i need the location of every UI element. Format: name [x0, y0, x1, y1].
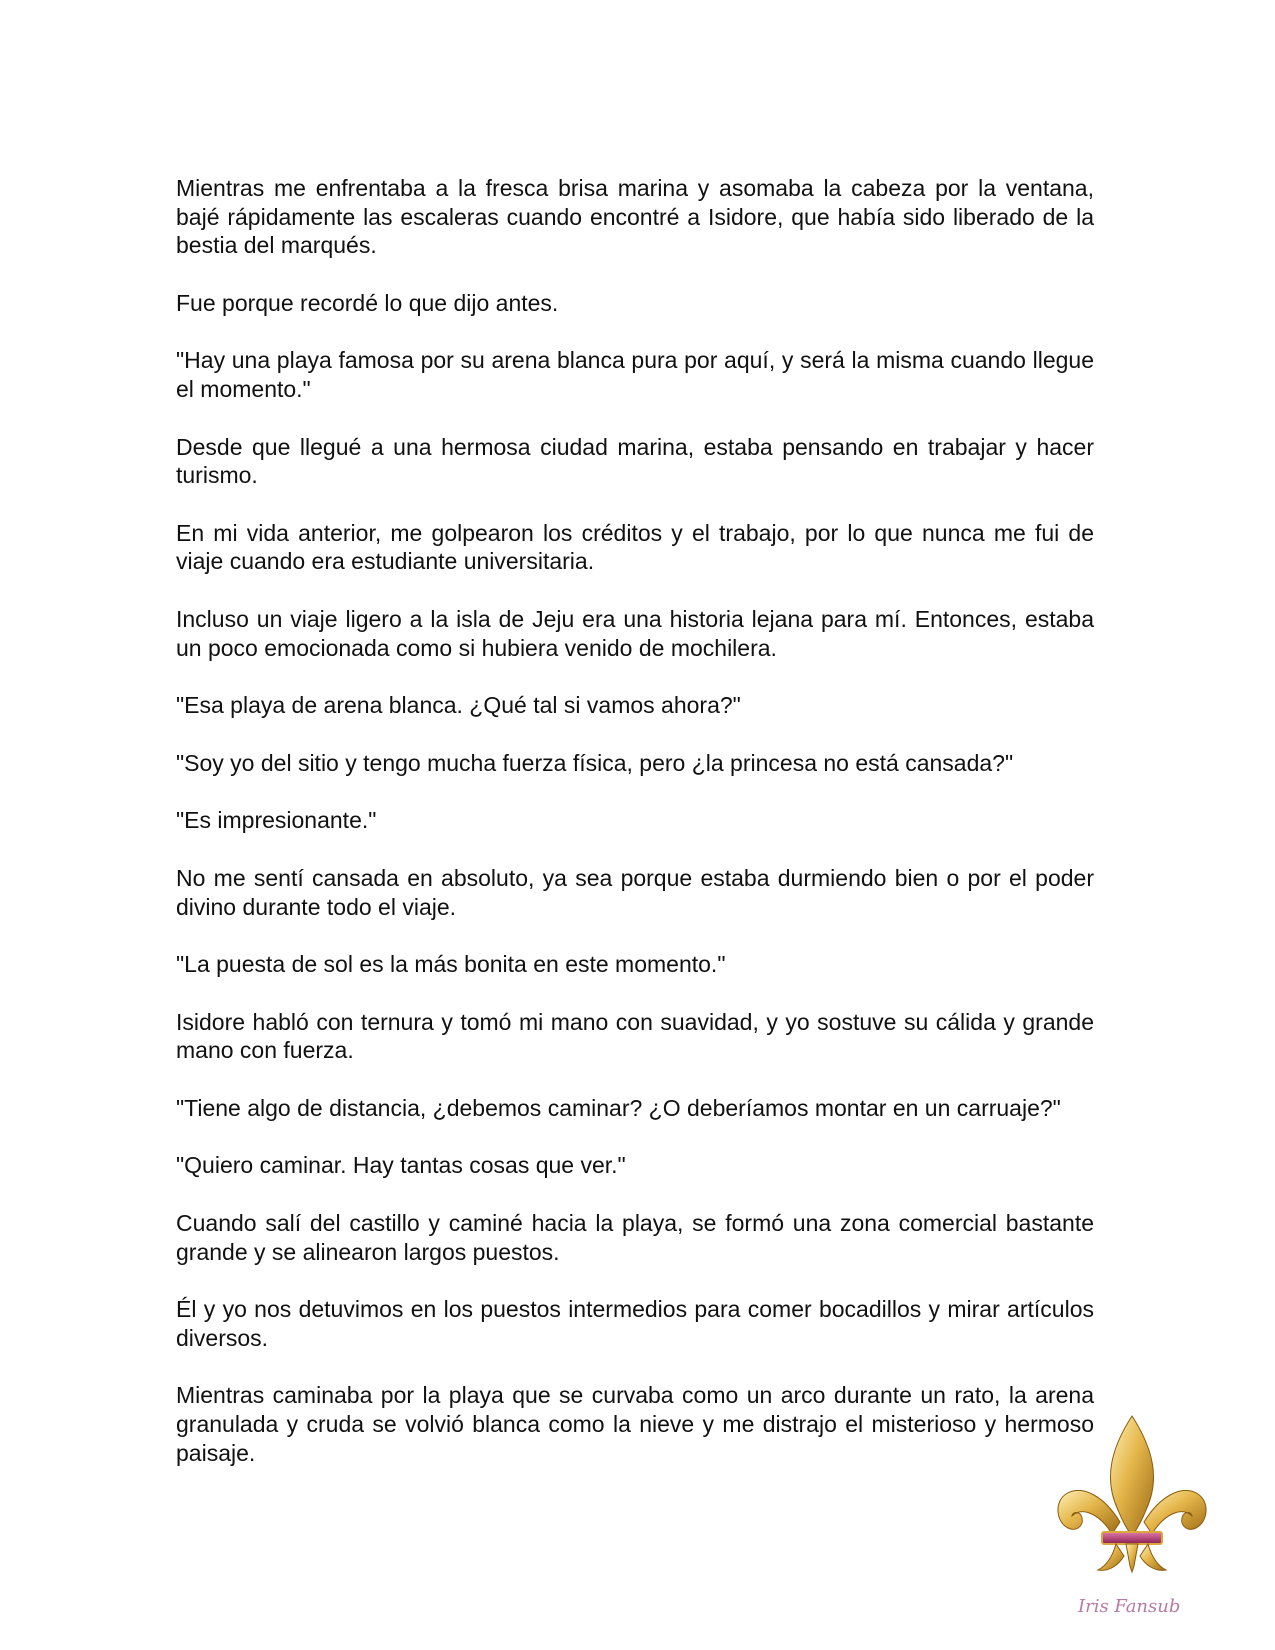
fleur-de-lis-icon	[1052, 1410, 1212, 1630]
paragraph: "La puesta de sol es la más bonita en este momento."	[176, 951, 726, 978]
paragraph: "Esa playa de arena blanca. ¿Qué tal si vamos ahora?"	[176, 692, 741, 719]
paragraph: Cuando salí del castillo y caminé hacia la playa, se formó una zona comercial bastante grande y se alinearon largos puestos.	[176, 1210, 1094, 1265]
paragraph: "Es impresionante."	[176, 807, 377, 834]
paragraph: "Tiene algo de distancia, ¿debemos caminar? ¿O deberíamos montar en un carruaje?"	[176, 1094, 1061, 1121]
paragraph: Incluso un viaje ligero a la isla de Jeju era una historia lejana para mí. Entonces, estaba un poco emocionada como si hubiera venido de mochilera.	[176, 605, 1094, 661]
paragraph: Mientras caminaba por la playa que se curvaba como un arco durante un rato, la arena granulada y cruda se volvió blanca como la nieve y me distrajo el misterioso y hermoso paisaje.	[176, 1382, 1094, 1466]
paragraph: "Soy yo del sitio y tengo mucha fuerza física, pero ¿la princesa no está cansada?"	[176, 749, 1014, 776]
paragraph: Fue porque recordé lo que dijo antes.	[176, 289, 559, 316]
paragraph: Desde que llegué a una hermosa ciudad marina, estaba pensando en trabajar y hacer turismo.	[176, 433, 1094, 489]
fansub-logo	[1052, 1410, 1212, 1630]
body-text	[176, 174, 1094, 1467]
paragraph: "Hay una playa famosa por su arena blanca pura por aquí, y será la misma cuando llegue el momento."	[176, 347, 1094, 402]
paragraph: Isidore habló con ternura y tomó mi mano con suavidad, y yo sostuve su cálida y grande mano con fuerza.	[176, 1008, 1094, 1064]
paragraph: En mi vida anterior, me golpearon los créditos y el trabajo, por lo que nunca me fui de viaje cuando era estudiante universitaria.	[176, 519, 1094, 575]
paragraph: "Quiero caminar. Hay tantas cosas que ver."	[176, 1152, 626, 1179]
paragraph: Él y yo nos detuvimos en los puestos intermedios para comer bocadillos y mirar artículos diversos.	[176, 1296, 1094, 1351]
paragraph: Mientras me enfrentaba a la fresca brisa marina y asomaba la cabeza por la ventana, bajé rápidamente las escaleras cuando encontré a Isidore, que había sido liberado de la bestia del marqués.	[176, 175, 1094, 259]
signature-text: Iris Fansub	[1078, 1596, 1181, 1617]
paragraph: No me sentí cansada en absoluto, ya sea porque estaba durmiendo bien o por el poder divino durante todo el viaje.	[176, 864, 1094, 920]
